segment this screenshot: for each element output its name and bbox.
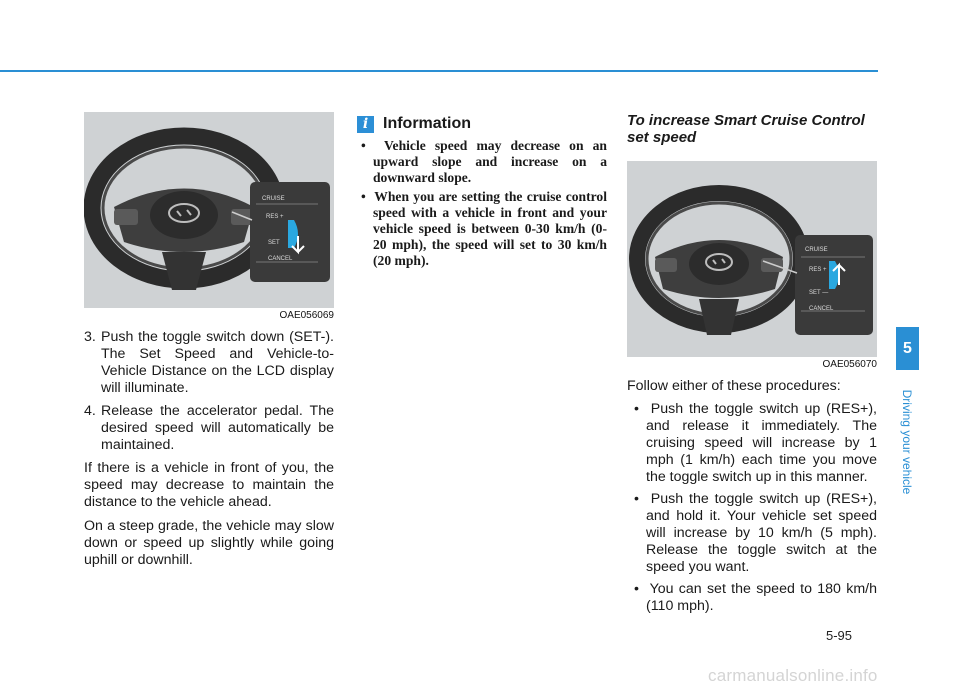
page-number: 5-95 xyxy=(826,628,853,643)
paragraph: On a steep grade, the vehicle may slow down or speed up slightly while going uphill or downhill. xyxy=(84,518,334,568)
label-set: SET — xyxy=(809,290,829,296)
steps-list xyxy=(84,329,334,454)
label-res: RES + xyxy=(266,214,284,220)
label-cruise: CRUISE xyxy=(262,196,285,202)
figure-code: OAE056070 xyxy=(822,359,877,370)
label-cancel: CANCEL xyxy=(809,306,834,312)
watermark: carmanualsonline.info xyxy=(708,666,878,685)
chapter-tab: 5 xyxy=(896,327,919,370)
body-paragraphs xyxy=(84,460,334,569)
step-item: 4. Release the accelerator pedal. The desired speed will automatically be maintained. xyxy=(84,403,334,453)
steering-wheel-figure-right xyxy=(627,161,877,357)
step-item: 3. Push the toggle switch down (SET-). The Set Speed and Vehicle-to-Vehicle Distance on the LCD display will illuminate. xyxy=(84,329,334,396)
label-set: SET xyxy=(268,240,280,246)
procedure-item: • Push the toggle switch up (RES+), and release it immediately. The cruising speed will increase by 1 mph (1 km/h) each time you move the toggle switch up in this manner. xyxy=(634,401,877,485)
info-icon: i xyxy=(357,116,374,133)
section-title: To increase Smart Cruise Control set speed xyxy=(627,112,865,146)
column-left xyxy=(84,112,334,576)
column-right xyxy=(627,112,877,620)
top-rule xyxy=(0,70,878,72)
information-item: • Vehicle speed may decrease on an upward slope and increase on a downward slope. xyxy=(361,138,607,185)
column-middle xyxy=(357,112,607,272)
information-item: • When you are setting the cruise control speed with a vehicle in front and your vehicle speed is between 0-30 km/h (0-20 mph), the speed will set to 30 km/h (20 mph). xyxy=(361,189,607,268)
label-cancel: CANCEL xyxy=(268,256,293,262)
procedure-intro: Follow either of these procedures: xyxy=(627,378,841,394)
procedure-item: • Push the toggle switch up (RES+), and hold it. Your vehicle set speed will increase by 10 km/h (5 mph). Release the toggle switch at the speed you want. xyxy=(634,491,877,575)
chapter-label: Driving your vehicle xyxy=(900,389,914,495)
steering-wheel-figure-left xyxy=(84,112,334,308)
information-header xyxy=(357,112,607,136)
information-list xyxy=(357,138,607,269)
label-res: RES + xyxy=(809,267,827,273)
steering-wheel-illustration xyxy=(627,161,877,357)
procedure-list xyxy=(627,401,877,615)
information-title: Information xyxy=(383,115,471,132)
paragraph: If there is a vehicle in front of you, the speed may decrease to maintain the distance to the vehicle ahead. xyxy=(84,460,334,510)
steering-wheel-illustration xyxy=(84,112,334,308)
label-cruise: CRUISE xyxy=(805,247,828,253)
procedure-item: • You can set the speed to 180 km/h (110 mph). xyxy=(634,581,877,614)
figure-code: OAE056069 xyxy=(279,310,334,321)
